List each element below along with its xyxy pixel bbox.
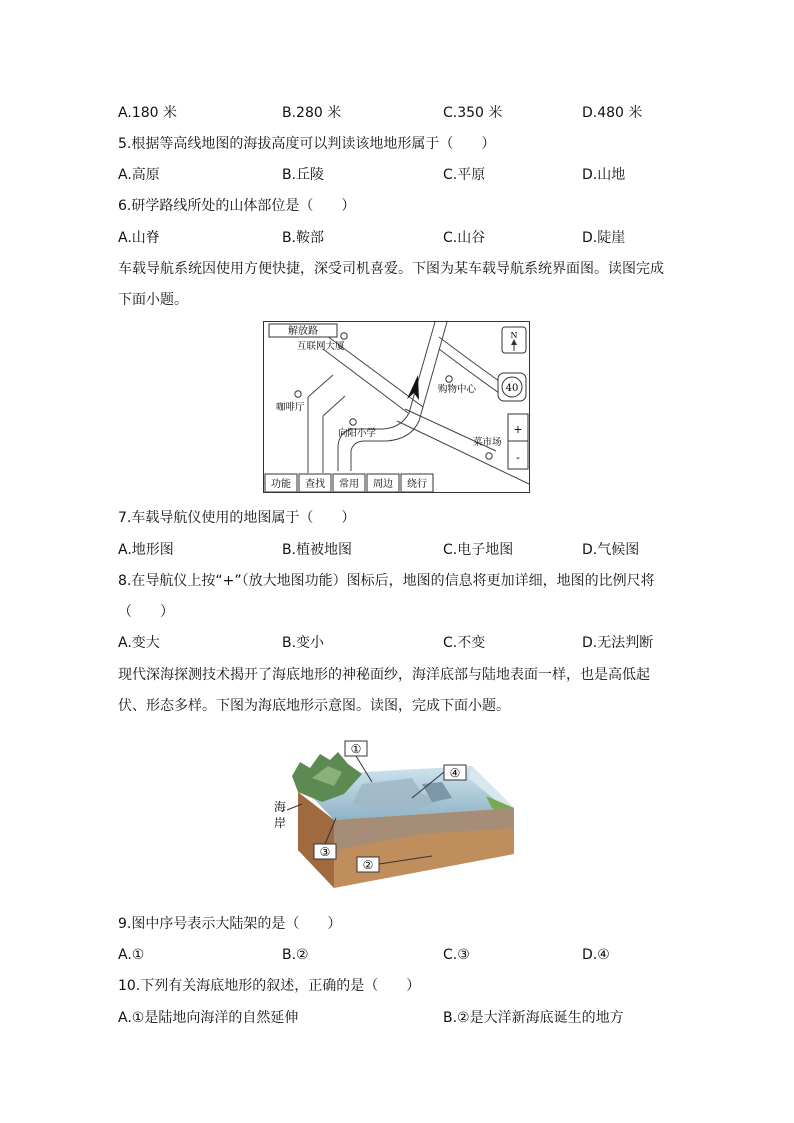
q4-option-d: D.480 米 bbox=[582, 105, 643, 121]
navigation-map-figure bbox=[263, 321, 531, 494]
q9-option-d: D.④ bbox=[582, 947, 610, 963]
q7-option-d: D.气候图 bbox=[582, 542, 640, 558]
q4-option-b: B.280 米 bbox=[282, 105, 342, 121]
nav-button-nearby[interactable]: 周边 bbox=[373, 479, 393, 490]
svg-text:N: N bbox=[510, 331, 518, 340]
zoom-out-button[interactable]: - bbox=[516, 451, 520, 464]
q10-option-a: A.①是陆地向海洋的自然延伸 bbox=[118, 1010, 299, 1026]
q7-option-c: C.电子地图 bbox=[443, 542, 514, 558]
q10-stem: 10.下列有关海底地形的叙述，正确的是（ ） bbox=[118, 978, 421, 994]
intro1-line1: 车载导航系统因使用方便快捷，深受司机喜爱。下图为某车载导航系统界面图。读图完成 bbox=[118, 261, 664, 277]
nav-button-common[interactable]: 常用 bbox=[339, 479, 359, 490]
place-internet-building: 互联网大厦 bbox=[297, 341, 345, 352]
q9-option-a: A.① bbox=[118, 947, 145, 963]
label-4: ④ bbox=[449, 766, 461, 780]
q8-stem-cont: （ ） bbox=[118, 604, 174, 620]
place-shopping-center: 购物中心 bbox=[438, 384, 477, 395]
nav-button-detour[interactable]: 绕行 bbox=[407, 479, 427, 490]
label-3: ③ bbox=[319, 845, 331, 859]
q9-option-c: C.③ bbox=[443, 947, 470, 963]
q5-option-b: B.丘陵 bbox=[282, 167, 325, 183]
q5-option-d: D.山地 bbox=[582, 167, 626, 183]
place-school: 向阳小学 bbox=[338, 428, 377, 439]
q5-option-c: C.平原 bbox=[443, 167, 486, 183]
q9-option-b: B.② bbox=[282, 947, 309, 963]
label-2: ② bbox=[362, 858, 374, 872]
q5-option-a: A.高原 bbox=[118, 167, 160, 183]
nav-button-search[interactable]: 查找 bbox=[305, 479, 325, 490]
q6-option-d: D.陡崖 bbox=[582, 230, 626, 246]
coast-label-1: 海 bbox=[274, 800, 287, 814]
svg-text:40: 40 bbox=[505, 383, 519, 394]
q8-option-d: D.无法判断 bbox=[582, 635, 654, 651]
place-market: 菜市场 bbox=[473, 437, 502, 448]
road-label: 解放路 bbox=[288, 326, 318, 337]
nav-button-function[interactable]: 功能 bbox=[271, 479, 291, 490]
q6-stem: 6.研学路线所处的山体部位是（ ） bbox=[118, 198, 356, 214]
q7-stem: 7.车载导航仪使用的地图属于（ ） bbox=[118, 510, 356, 526]
q8-option-a: A.变大 bbox=[118, 635, 160, 651]
q5-stem: 5.根据等高线地图的海拔高度可以判读该地地形属于（ ） bbox=[118, 136, 496, 152]
label-1: ① bbox=[350, 742, 362, 756]
place-cafe: 咖啡厅 bbox=[276, 402, 305, 413]
q6-option-a: A.山脊 bbox=[118, 230, 160, 246]
q8-option-c: C.不变 bbox=[443, 635, 486, 651]
q6-option-b: B.鞍部 bbox=[282, 230, 325, 246]
seabed-diagram bbox=[272, 738, 520, 888]
q7-option-a: A.地形图 bbox=[118, 542, 174, 558]
zoom-in-button[interactable]: + bbox=[513, 423, 523, 436]
q8-stem: 8.在导航仪上按“+”（放大地图功能）图标后，地图的信息将更加详细，地图的比例尺将 bbox=[118, 573, 655, 589]
q6-option-c: C.山谷 bbox=[443, 230, 486, 246]
north-arrow-icon bbox=[502, 327, 526, 353]
q4-option-a: A.180 米 bbox=[118, 105, 177, 121]
q7-option-b: B.植被地图 bbox=[282, 542, 353, 558]
intro1-line2: 下面小题。 bbox=[118, 292, 188, 308]
speed-limit-sign bbox=[498, 373, 526, 401]
q4-option-c: C.350 米 bbox=[443, 105, 503, 121]
q8-option-b: B.变小 bbox=[282, 635, 325, 651]
q10-option-b: B.②是大洋新海底诞生的地方 bbox=[443, 1010, 624, 1026]
coast-label-2: 岸 bbox=[274, 816, 287, 830]
intro2-line1: 现代深海探测技术揭开了海底地形的神秘面纱，海洋底部与陆地表面一样，也是高低起 bbox=[118, 667, 650, 683]
q9-stem: 9.图中序号表示大陆架的是（ ） bbox=[118, 916, 342, 932]
intro2-line2: 伏、形态多样。下图为海底地形示意图。读图，完成下面小题。 bbox=[118, 698, 510, 714]
